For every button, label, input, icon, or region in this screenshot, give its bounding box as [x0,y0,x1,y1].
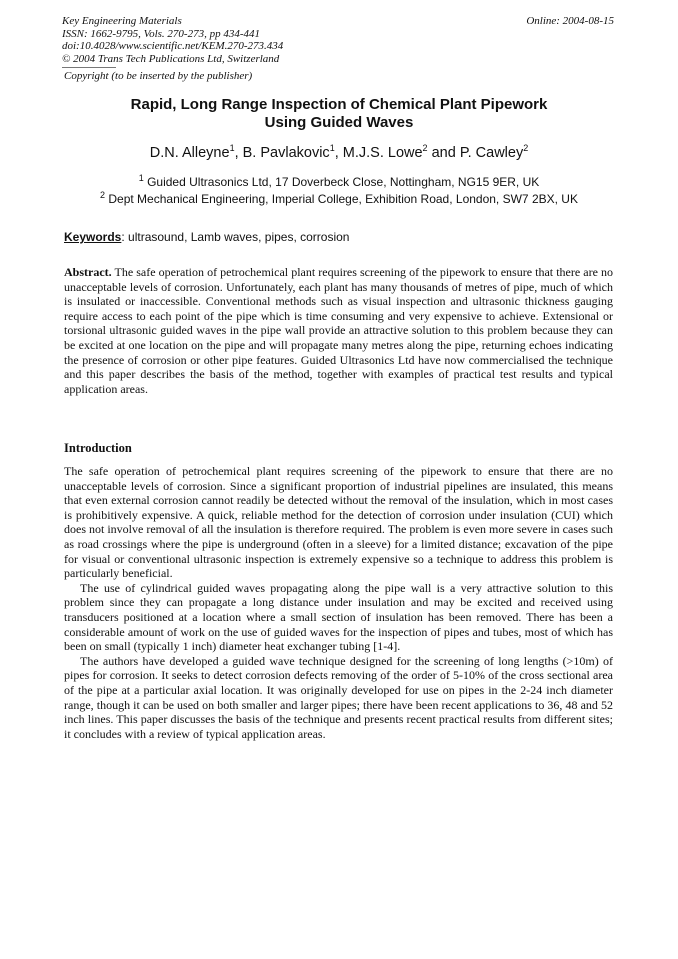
author-affiliation-mark: 2 [422,143,428,154]
keywords-line [64,230,349,244]
affiliation-mark: 2 [100,190,106,200]
author-affiliation-mark: 2 [523,143,529,154]
author-name: P. Cawley [459,145,524,161]
affiliation-text: Guided Ultrasonics Ltd, 17 Doverbeck Close, Nottingham, NG15 9ER, UK [143,175,540,189]
author-affiliation-mark: 1 [229,143,235,154]
keywords-text: : ultrasound, Lamb waves, pipes, corrosion [121,230,350,244]
affiliation-1 [62,174,616,190]
header-divider [62,67,116,68]
journal-header [62,15,283,65]
copyright-note: Copyright (to be inserted by the publisher) [64,70,253,82]
title-line-2: Using Guided Waves [264,114,414,131]
paragraph: The authors have developed a guided wave technique designed for the screening of long lengths (>10m) of pipes for corrosion. It seeks to detect corrosion defects removing of the order of 5-10% of the cross sectional area of the pipe at a particular axial location. It was originally developed for use on pipes in the 2-24 inch diameter range, though it can be used on both smaller and larger pipes; there have been recent applications to 36, 48 and 52 inch lines. This paper discusses the basis of the technique and presents recent practical results from different sites; it concludes with a review of typical application areas. [64,653,613,741]
author-name: D.N. Alleyne [149,145,230,161]
abstract-label: Abstract. [64,265,112,279]
section-heading-introduction: Introduction [64,441,132,455]
introduction-body [64,464,613,741]
author-name: B. Pavlakovic [242,145,330,161]
author-separator: and [427,145,460,161]
online-date: Online: 2004-08-15 [526,15,614,27]
affiliation-text: Dept Mechanical Engineering, Imperial College, Exhibition Road, London, SW7 2BX, UK [105,192,578,206]
author-separator: , [234,145,243,161]
journal-name: Key Engineering Materials [62,15,182,27]
publisher-line: © 2004 Trans Tech Publications Ltd, Switzerland [62,52,280,65]
abstract-text: The safe operation of petrochemical plant requires screening of the pipework to ensure that there are no unacceptable levels of corrosion. Unfortunately, each plant has many thousands of metres of pipe, much of which is insulated or inaccessible. Conventional methods such as visual inspection and ultrasonic thickness gauging require access to each point of the pipe which is time consuming and very expensive to achieve. Extensional or torsional ultrasonic guided waves in the pipe wall provide an attractive solution to this problem because they can be excited at one location on the pipe and will propagate many metres along the pipe, returning echoes indicating the presence of corrosion or other pipe features. Guided Ultrasonics Ltd have now commercialised the technique and this paper describes the basis of the method, together with examples of practical test results and typical application areas. [64,265,613,396]
title-line-1: Rapid, Long Range Inspection of Chemical Plant Pipework [130,96,548,113]
doi-line: doi:10.4028/www.scientific.net/KEM.270-273.434 [62,40,284,53]
paragraph: The use of cylindrical guided waves propagating along the pipe wall is a very attractive solution to this problem since they can propagate a long distance under insulation and may be excited and received using transducers positioned at a location where a small section of insulation has been removed. There has been a considerable amount of work on the use of guided waves for the inspection of pipes and tubes, most of which has been on small (typically 1 inch) diameter heat exchanger tubing [1-4]. [64,580,613,654]
affiliation-2 [62,191,616,207]
author-list [62,143,616,163]
issn-line: ISSN: 1662-9795, Vols. 270-273, pp 434-441 [62,27,260,40]
affiliation-mark: 1 [138,173,144,183]
keywords-label: Keywords [64,230,122,244]
paper-title [62,96,616,132]
author-name: M.J.S. Lowe [342,145,423,161]
author-affiliation-mark: 1 [329,143,335,154]
paragraph: The safe operation of petrochemical plant requires screening of the pipework to ensure that there are no unacceptable levels of corrosion. Since a significant proportion of industrial pipelines are insulated, this means that even external corrosion cannot readily be detected without the removal of the insulation, which in most cases is prohibitively expensive. A quick, reliable method for the detection of corrosion under insulation (CUI) which does not involve removal of all the insulation is therefore required. The problem is even more severe in cases such as road crossings where the pipe is underground (often in a sleeve) for a limited distance; excavation of the pipe for visual or conventional ultrasonic inspection is extremely expensive so a technique to address this problem is particularly beneficial. [64,464,613,581]
author-separator: , [334,145,343,161]
abstract [64,265,613,396]
